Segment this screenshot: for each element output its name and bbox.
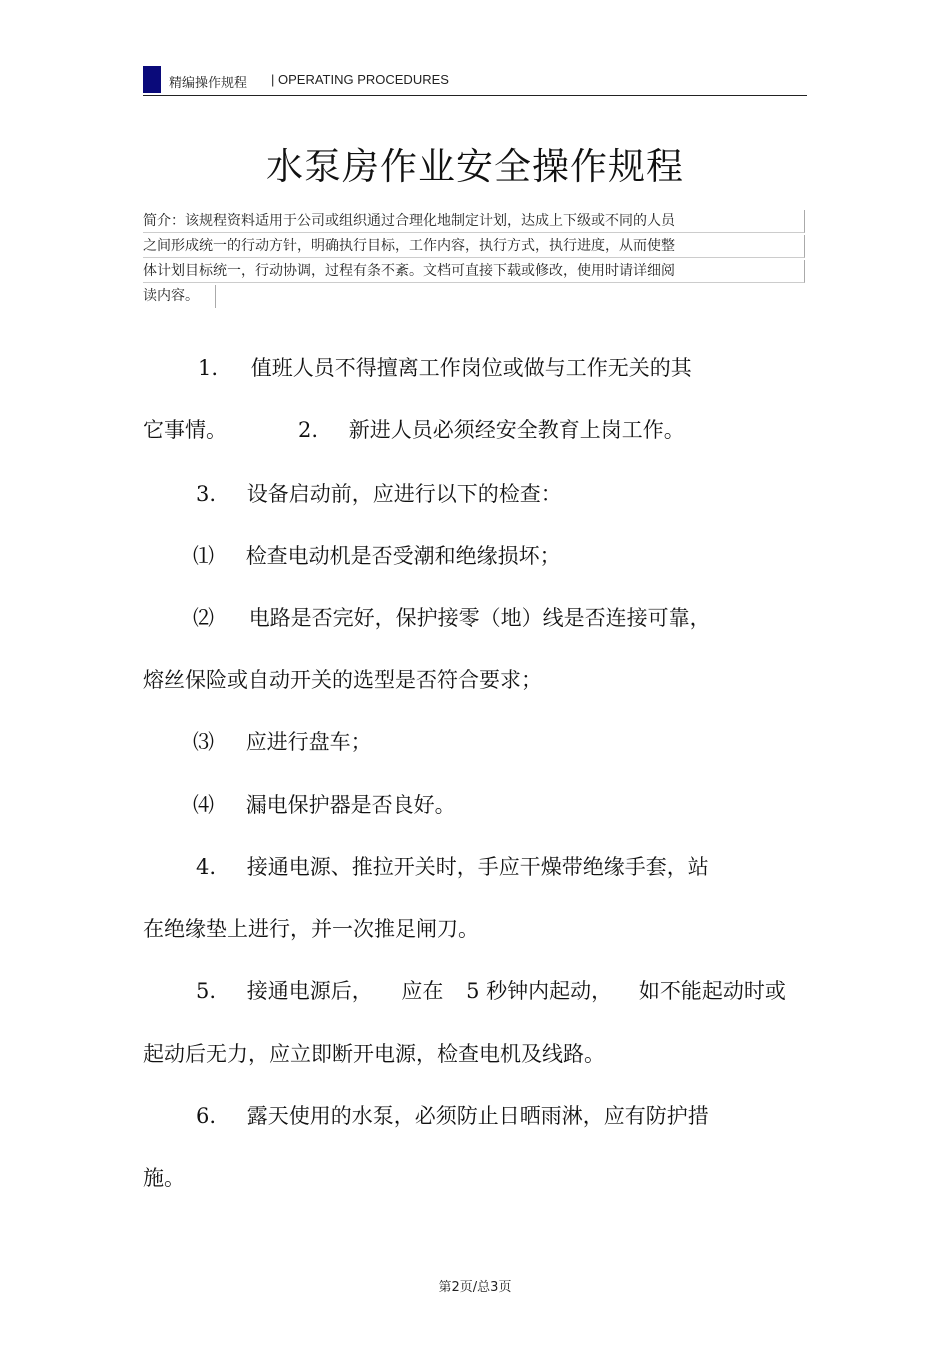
item-number: ⑷ <box>193 793 214 817</box>
page-header <box>143 66 807 96</box>
paragraph-item-5 <box>196 975 786 1005</box>
item-text: 应在 <box>401 979 444 1003</box>
paragraph-item-2 <box>298 414 685 444</box>
intro-line: 简介：该规程资料适用于公司或组织通过合理化地制定计划，达成上下级或不同的人员 <box>143 210 805 233</box>
item-text: 检查电动机是否受潮和绝缘损坏； <box>245 544 561 568</box>
item-number: ⑴ <box>193 544 214 568</box>
intro-line: 体计划目标统一，行动协调，过程有条不紊。文档可直接下载或修改，使用时请详细阅 <box>143 260 805 283</box>
item-number: 4. <box>196 855 217 879</box>
item-text: 新进人员必须经安全教育上岗工作。 <box>348 418 685 442</box>
paragraph-item-1 <box>198 352 692 382</box>
intro-line: 读内容。 <box>143 285 216 308</box>
item-text: 如不能起动时或 <box>638 979 786 1003</box>
item-number: ⑵ <box>193 606 214 630</box>
paragraph-continuation: 在绝缘垫上进行，并一次推足闸刀。 <box>143 917 479 941</box>
item-text: 值班人员不得擅离工作岗位或做与工作无关的其 <box>250 356 692 380</box>
item-number: 1. <box>198 356 219 380</box>
item-text: 接通电源、推拉开关时，手应干燥带绝缘手套，站 <box>246 855 709 879</box>
item-number: 6. <box>196 1104 217 1128</box>
brand-name: 精编操作规程 <box>169 76 248 91</box>
paragraph-item-3 <box>196 478 562 508</box>
item-text: 露天使用的水泵，必须防止日晒雨淋，应有防护措 <box>246 1104 709 1128</box>
logo-icon <box>143 66 161 93</box>
document-title: 水泵房作业安全操作规程 <box>266 145 684 188</box>
item-text: 电路是否完好，保护接零（地）线是否连接可靠， <box>248 606 711 630</box>
paragraph-continuation: 熔丝保险或自动开关的选型是否符合要求； <box>143 668 542 692</box>
item-text: 应进行盘车； <box>245 730 372 754</box>
page-number: 第2页/总3页 <box>438 1280 512 1295</box>
item-text: 5 秒钟内起动， <box>466 979 613 1003</box>
paragraph-continuation: 它事情。 <box>143 418 227 442</box>
item-text: 漏电保护器是否良好。 <box>245 793 456 817</box>
paragraph-continuation: 施。 <box>143 1166 185 1190</box>
paragraph-continuation: 起动后无力，应立即断开电源，检查电机及线路。 <box>143 1042 605 1066</box>
paragraph-item-6 <box>196 1100 709 1130</box>
check-item-2 <box>193 602 711 632</box>
item-number: 5. <box>196 979 217 1003</box>
brand-tagline: | OPERATING PROCEDURES <box>271 72 449 87</box>
check-item-1 <box>193 540 561 570</box>
item-text: 接通电源后， <box>246 979 373 1003</box>
check-item-3 <box>193 726 372 756</box>
item-number: 2. <box>298 418 319 442</box>
item-number: 3. <box>196 482 217 506</box>
paragraph-item-4 <box>196 851 709 881</box>
item-number: ⑶ <box>193 730 214 754</box>
intro-line: 之间形成统一的行动方针，明确执行目标，工作内容，执行方式，执行进度，从而使整 <box>143 235 805 258</box>
check-item-4 <box>193 789 456 819</box>
item-text: 设备启动前，应进行以下的检查： <box>246 482 562 506</box>
